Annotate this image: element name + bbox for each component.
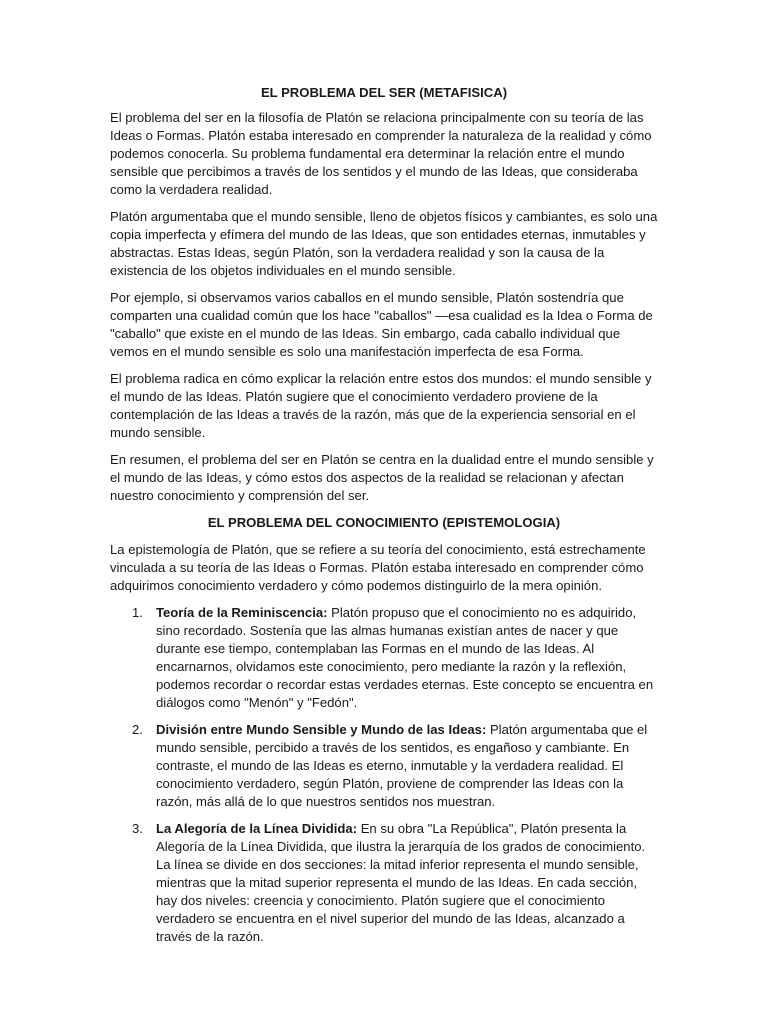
list-item (110, 721, 658, 811)
list-item (110, 820, 658, 946)
list-item-text: En su obra "La República", Platón presenta la Alegoría de la Línea Dividida, que ilustra la jerarquía de los grados de conocimiento. La línea se divide en dos secciones: la mitad inferior representa el mundo sensible, mientras que la mitad superior representa el mundo de las Ideas. En cada sección, hay dos niveles: creencia y conocimiento. Platón sugiere que el conocimiento verdadero se encuentra en el nivel superior del mundo de las Ideas, alcanzado a través de la razón. (156, 821, 646, 944)
paragraph: Platón argumentaba que el mundo sensible, lleno de objetos físicos y cambiantes, es solo una copia imperfecta y efímera del mundo de las Ideas, que son entidades eternas, inmutables y abstractas. Estas Ideas, según Platón, son la verdadera realidad y son la causa de la existencia de los objetos individuales en el mundo sensible. (110, 209, 658, 278)
paragraph: Por ejemplo, si observamos varios caballos en el mundo sensible, Platón sostendría que comparten una cualidad común que los hace "caballos" —esa cualidad es la Idea o Forma de "caballo" que existe en el mundo de las Ideas. Sin embargo, cada caballo individual que vemos en el mundo sensible es solo una manifestación imperfecta de esa Forma. (110, 290, 653, 359)
list-item-text: Platón argumentaba que el mundo sensible, percibido a través de los sentidos, es engañoso y cambiante. En contraste, el mundo de las Ideas es eterno, inmutable y la verdadera realidad. El conocimiento verdadero, según Platón, proviene de comprender las Ideas con la razón, más allá de lo que nuestros sentidos nos muestran. (156, 722, 648, 809)
numbered-list (110, 604, 658, 946)
list-number: 3. (132, 821, 143, 836)
list-item-term: División entre Mundo Sensible y Mundo de las Ideas: (156, 722, 487, 737)
section-title-metafisica: EL PROBLEMA DEL SER (METAFISICA) (260, 85, 508, 100)
list-item-text: Platón propuso que el conocimiento no es adquirido, sino recordado. Sostenía que las almas humanas existían antes de nacer y que durante ese tiempo, contemplaban las Formas en el mundo de las Ideas. Al encarnarnos, olvidamos este conocimiento, pero mediante la razón y la reflexión, podemos recordar o recordar estas verdades eternas. Este concepto se encuentra en diálogos como "Menón" y "Fedón". (156, 605, 654, 710)
list-item-term: Teoría de la Reminiscencia: (156, 605, 328, 620)
paragraph: El problema radica en cómo explicar la relación entre estos dos mundos: el mundo sensible y el mundo de las Ideas. Platón sugiere que el conocimiento verdadero proviene de la contemplación de las Ideas a través de la razón, más que de la experiencia sensorial en el mundo sensible. (110, 371, 652, 440)
list-number: 2. (132, 722, 143, 737)
paragraph-intro: La epistemología de Platón, que se refiere a su teoría del conocimiento, está estrechamente vinculada a su teoría de las Ideas o Formas. Platón estaba interesado en comprender cómo adquirimos conocimiento verdadero y cómo podemos distinguirlo de la mera opinión. (110, 542, 646, 593)
section-title-epistemologia: EL PROBLEMA DEL CONOCIMIENTO (EPISTEMOLOGIA) (207, 515, 561, 530)
list-item-term: La Alegoría de la Línea Dividida: (156, 821, 358, 836)
list-item (110, 604, 658, 712)
document-page (110, 84, 658, 955)
paragraph: En resumen, el problema del ser en Platón se centra en la dualidad entre el mundo sensible y el mundo de las Ideas, y cómo estos dos aspectos de la realidad se relacionan y afectan nuestro conocimiento y comprensión del ser. (110, 452, 654, 503)
list-number: 1. (132, 605, 143, 620)
paragraph: El problema del ser en la filosofía de Platón se relaciona principalmente con su teoría de las Ideas o Formas. Platón estaba interesado en comprender la naturaleza de la realidad y cómo podemos conocerla. Su problema fundamental era determinar la relación entre el mundo sensible que percibimos a través de los sentidos y el mundo de las Ideas, que consideraba como la verdadera realidad. (110, 110, 652, 197)
